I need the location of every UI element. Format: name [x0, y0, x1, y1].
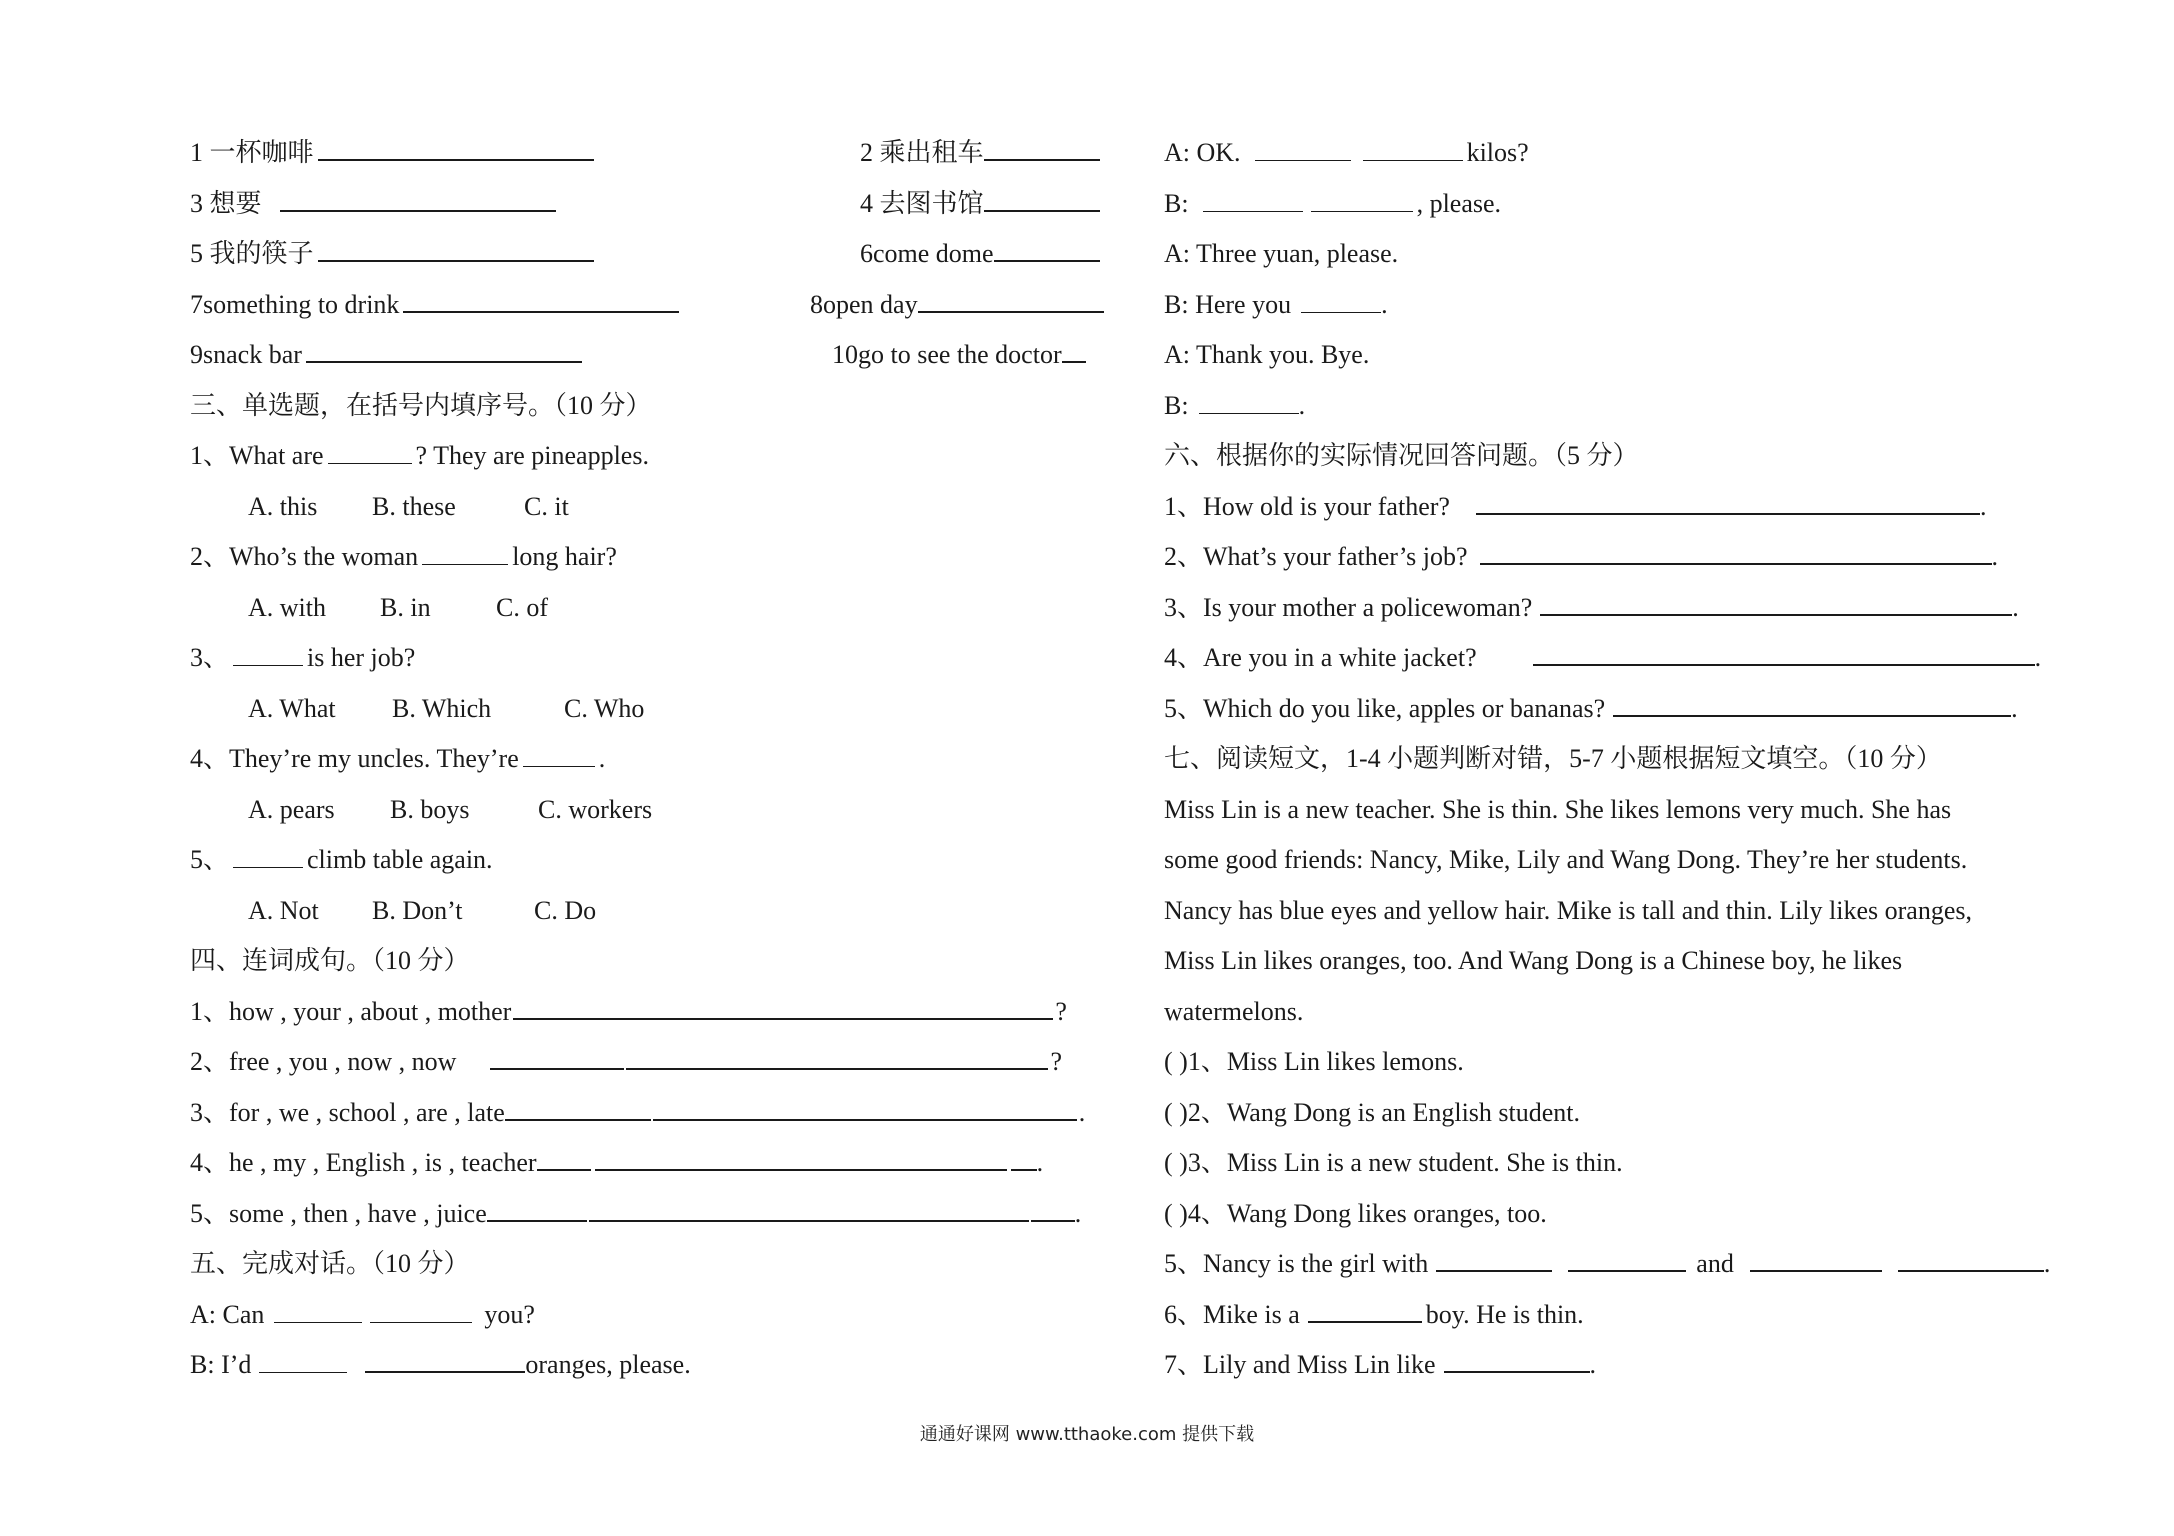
true-false-item: ( )4、Wang Dong likes oranges, too.	[1164, 1198, 1547, 1228]
question: 1、What are ? They are pineapples.	[190, 431, 1120, 482]
dialog-line: A: OK. kilos?	[1164, 128, 2084, 179]
vocab-row	[190, 128, 1120, 179]
vocab-item: 10go to see the doctor	[832, 340, 1062, 369]
section-heading: 六、根据你的实际情况回答问题。（5 分）	[1164, 441, 1639, 470]
question: 4、They’re my uncles. They’re .	[190, 734, 1120, 785]
fill-question: 5、Nancy is the girl with and .	[1164, 1239, 2084, 1290]
passage-line: watermelons.	[1164, 996, 1304, 1026]
answer-blank[interactable]	[306, 333, 582, 363]
section-heading: 七、阅读短文，1-4 小题判断对错，5-7 小题根据短文填空。（10 分）	[1164, 744, 1942, 773]
sentence-item: 2、free , you , now , now ?	[190, 1037, 1120, 1088]
dialog-line: B: I’d oranges, please.	[190, 1340, 1120, 1391]
section-heading: 四、连词成句。（10 分）	[190, 946, 470, 975]
answer-question: 4、Are you in a white jacket? .	[1164, 633, 2084, 684]
right-column	[1164, 128, 2084, 1391]
options: A. pears B. boys C. workers	[248, 794, 653, 824]
dialog-line: B: , please.	[1164, 179, 2084, 230]
true-false-item: ( )2、Wang Dong is an English student.	[1164, 1097, 1581, 1127]
vocab-row	[190, 229, 1120, 280]
dialog-line: A: Three yuan, please.	[1164, 239, 1399, 268]
fill-question: 6、Mike is a boy. He is thin.	[1164, 1290, 2084, 1341]
true-false-item: ( )3、Miss Lin is a new student. She is thin.	[1164, 1148, 1623, 1177]
passage-line: Miss Lin likes oranges, too. And Wang Dong is a Chinese boy, he likes	[1164, 946, 1903, 975]
vocab-item: 5 我的筷子	[190, 239, 314, 268]
section-heading: 五、完成对话。（10 分）	[190, 1249, 470, 1278]
answer-blank[interactable]	[984, 182, 1100, 212]
vocab-item: 6come dome	[860, 239, 994, 268]
sentence-item: 1、how , your , about , mother ?	[190, 987, 1120, 1038]
options: A. What B. Which C. Who	[248, 693, 645, 723]
vocab-item: 1 一杯咖啡	[190, 138, 314, 167]
sentence-item: 4、he , my , English , is , teacher .	[190, 1138, 1120, 1189]
question: 2、Who’s the woman long hair?	[190, 532, 1120, 583]
answer-question: 5、Which do you like, apples or bananas? .	[1164, 684, 2084, 735]
dialog-line: A: Can you?	[190, 1290, 1120, 1341]
fill-question: 7、Lily and Miss Lin like .	[1164, 1340, 2084, 1391]
vocab-item: 7something to drink	[190, 289, 400, 319]
answer-blank[interactable]	[403, 283, 679, 313]
left-column	[190, 128, 1120, 1391]
answer-question: 1、How old is your father? .	[1164, 482, 2084, 533]
answer-blank[interactable]	[918, 283, 1104, 313]
options: A. with B. in C. of	[248, 592, 548, 622]
vocab-row	[190, 330, 1120, 381]
vocab-item: 8open day	[810, 289, 918, 319]
answer-blank[interactable]	[318, 131, 594, 161]
answer-blank[interactable]	[1062, 333, 1086, 363]
vocab-item: 2 乘出租车	[860, 138, 984, 167]
answer-blank[interactable]	[318, 232, 594, 262]
answer-blank[interactable]	[984, 131, 1100, 161]
passage-line: Miss Lin is a new teacher. She is thin. She likes lemons very much. She has	[1164, 794, 1952, 824]
options: A. this B. these C. it	[248, 491, 569, 521]
passage-line: Nancy has blue eyes and yellow hair. Mike is tall and thin. Lily likes oranges,	[1164, 895, 1972, 925]
question: 3、 is her job?	[190, 633, 1120, 684]
question: 5、 climb table again.	[190, 835, 1120, 886]
sentence-item: 3、for , we , school , are , late .	[190, 1088, 1120, 1139]
options: A. Not B. Don’t C. Do	[248, 895, 597, 925]
answer-blank[interactable]	[280, 182, 556, 212]
passage-line: some good friends: Nancy, Mike, Lily and Wang Dong. They’re her students.	[1164, 845, 1968, 874]
true-false-item: ( )1、Miss Lin likes lemons.	[1164, 1047, 1464, 1076]
vocab-item: 4 去图书馆	[860, 188, 984, 218]
vocab-item: 9snack bar	[190, 340, 302, 369]
answer-question: 3、Is your mother a policewoman? .	[1164, 583, 2084, 634]
section-heading: 三、单选题，在括号内填序号。（10 分）	[190, 390, 652, 420]
answer-blank[interactable]	[994, 232, 1100, 262]
vocab-row	[190, 179, 1120, 230]
vocab-item: 3 想要	[190, 188, 262, 218]
dialog-line: B: .	[1164, 381, 2084, 432]
sentence-item: 5、some , then , have , juice .	[190, 1189, 1120, 1240]
answer-question: 2、What’s your father’s job? .	[1164, 532, 2084, 583]
footer-credit: 通通好课网 www.tthaoke.com 提供下载	[919, 1424, 1255, 1445]
vocab-row	[190, 280, 1120, 331]
dialog-line: A: Thank you. Bye.	[1164, 340, 1370, 369]
dialog-line: B: Here you .	[1164, 280, 2084, 331]
